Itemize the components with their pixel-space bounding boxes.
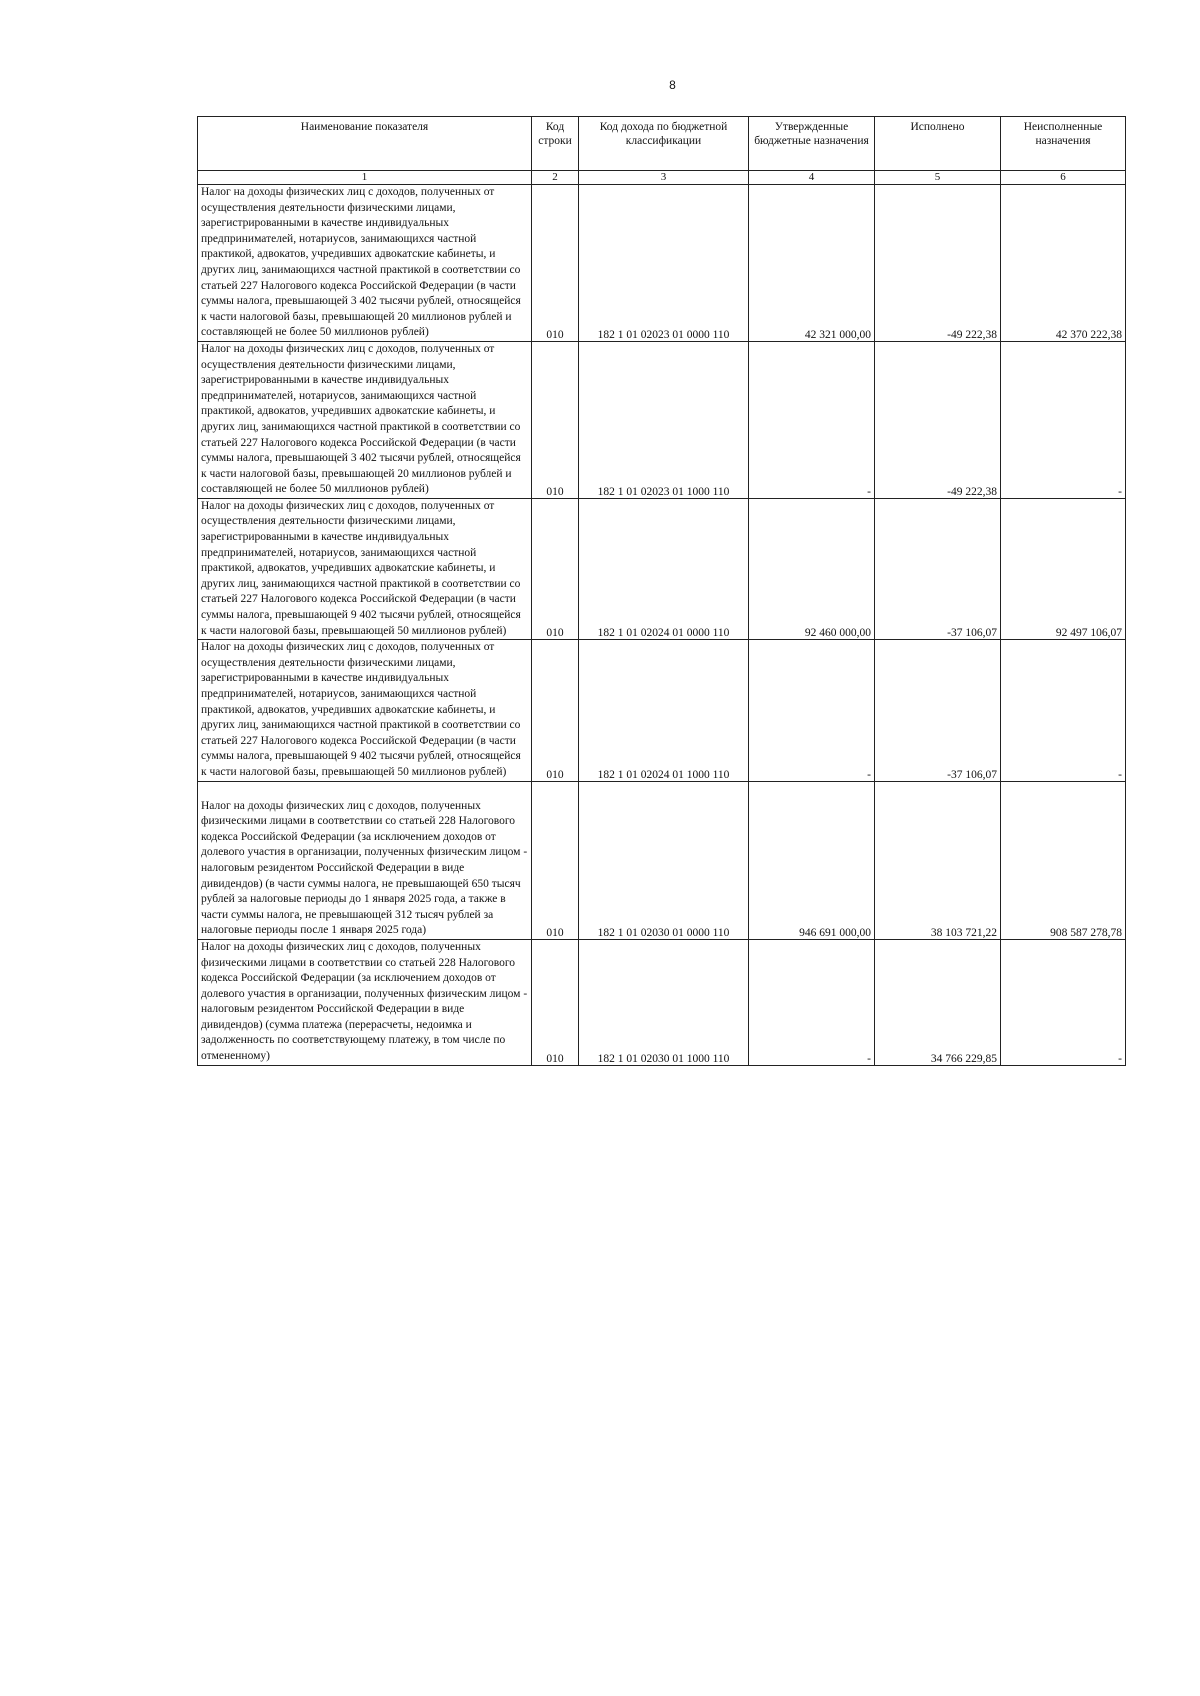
row-classification-code: 182 1 01 02023 01 1000 110 (579, 341, 749, 498)
column-number: 5 (875, 171, 1001, 185)
budget-execution-table (197, 116, 1126, 1066)
row-executed: 38 103 721,22 (875, 781, 1001, 939)
column-number: 3 (579, 171, 749, 185)
page-number: 8 (669, 78, 676, 92)
row-name: Налог на доходы физических лиц с доходов, полученных физическими лицами в соответствии со статьей 228 Налогового кодекса Российской Федерации (за исключением доходов от долевого участия в организации, полученных физическим лицом - налоговым резидентом Российской Федерации в виде дивидендов) (в части суммы налога, не превышающей 650 тысяч рублей за налоговые периоды до 1 января 2025 года, а также в части суммы налога, не превышающей 312 тысяч рублей за налоговые периоды после 1 января 2025 года) (198, 781, 532, 939)
row-name: Налог на доходы физических лиц с доходов, полученных от осуществления деятельности физическими лицами, зарегистрированными в качестве индивидуальных предпринимателей, нотариусов, занимающихся частной практикой, адвокатов, учредивших адвокатские кабинеты, и других лиц, занимающихся частной практикой в соответствии со статьей 227 Налогового кодекса Российской Федерации (в части суммы налога, превышающей 9 402 тысячи рублей, относящейся к части налоговой базы, превышающей 50 миллионов рублей) (198, 640, 532, 781)
row-line-code: 010 (532, 498, 579, 639)
header-line-code: Код строки (532, 117, 579, 171)
column-number: 6 (1001, 171, 1126, 185)
row-approved: - (749, 341, 875, 498)
table-header-row (198, 117, 1126, 171)
row-line-code: 010 (532, 185, 579, 342)
row-name: Налог на доходы физических лиц с доходов, полученных от осуществления деятельности физическими лицами, зарегистрированными в качестве индивидуальных предпринимателей, нотариусов, занимающихся частной практикой, адвокатов, учредивших адвокатские кабинеты, и других лиц, занимающихся частной практикой в соответствии со статьей 227 Налогового кодекса Российской Федерации (в части суммы налога, превышающей 9 402 тысячи рублей, относящейся к части налоговой базы, превышающей 50 миллионов рублей) (198, 498, 532, 639)
row-classification-code: 182 1 01 02024 01 1000 110 (579, 640, 749, 781)
row-name: Налог на доходы физических лиц с доходов, полученных от осуществления деятельности физическими лицами, зарегистрированными в качестве индивидуальных предпринимателей, нотариусов, занимающихся частной практикой, адвокатов, учредивших адвокатские кабинеты, и других лиц, занимающихся частной практикой в соответствии со статьей 227 Налогового кодекса Российской Федерации (в части суммы налога, превышающей 3 402 тысячи рублей, относящейся к части налоговой базы, превышающей 20 миллионов рублей и составляющей не более 50 миллионов рублей) (198, 185, 532, 342)
table-row (198, 185, 1126, 342)
row-classification-code: 182 1 01 02023 01 0000 110 (579, 185, 749, 342)
header-unexecuted: Неисполненные назначения (1001, 117, 1126, 171)
row-unexecuted: - (1001, 341, 1126, 498)
row-executed: 34 766 229,85 (875, 939, 1001, 1065)
table-row (198, 640, 1126, 781)
column-number: 1 (198, 171, 532, 185)
row-classification-code: 182 1 01 02024 01 0000 110 (579, 498, 749, 639)
row-unexecuted: - (1001, 640, 1126, 781)
row-unexecuted: 42 370 222,38 (1001, 185, 1126, 342)
table-row (198, 781, 1126, 939)
row-unexecuted: 908 587 278,78 (1001, 781, 1126, 939)
row-approved: 42 321 000,00 (749, 185, 875, 342)
row-unexecuted: - (1001, 939, 1126, 1065)
row-classification-code: 182 1 01 02030 01 0000 110 (579, 781, 749, 939)
row-approved: 92 460 000,00 (749, 498, 875, 639)
row-line-code: 010 (532, 640, 579, 781)
row-unexecuted: 92 497 106,07 (1001, 498, 1126, 639)
header-budget-classification-code: Код дохода по бюджетной классификации (579, 117, 749, 171)
row-line-code: 010 (532, 341, 579, 498)
row-executed: -37 106,07 (875, 640, 1001, 781)
row-name: Налог на доходы физических лиц с доходов, полученных физическими лицами в соответствии со статьей 228 Налогового кодекса Российской Федерации (за исключением доходов от долевого участия в организации, полученных физическим лицом - налоговым резидентом Российской Федерации в виде дивидендов) (сумма платежа (перерасчеты, недоимка и задолженность по соответствующему платежу, в том числе по отмененному) (198, 939, 532, 1065)
row-approved: - (749, 939, 875, 1065)
table-row (198, 939, 1126, 1065)
header-executed: Исполнено (875, 117, 1001, 171)
row-executed: -37 106,07 (875, 498, 1001, 639)
row-approved: 946 691 000,00 (749, 781, 875, 939)
header-indicator-name: Наименование показателя (198, 117, 532, 171)
column-number-row (198, 171, 1126, 185)
column-number: 2 (532, 171, 579, 185)
row-executed: -49 222,38 (875, 185, 1001, 342)
row-line-code: 010 (532, 781, 579, 939)
row-approved: - (749, 640, 875, 781)
row-name: Налог на доходы физических лиц с доходов, полученных от осуществления деятельности физическими лицами, зарегистрированными в качестве индивидуальных предпринимателей, нотариусов, занимающихся частной практикой, адвокатов, учредивших адвокатские кабинеты, и других лиц, занимающихся частной практикой в соответствии со статьей 227 Налогового кодекса Российской Федерации (в части суммы налога, превышающей 3 402 тысячи рублей, относящейся к части налоговой базы, превышающей 20 миллионов рублей и составляющей не более 50 миллионов рублей) (198, 341, 532, 498)
table-row (198, 341, 1126, 498)
header-approved: Утвержденные бюджетные назначения (749, 117, 875, 171)
row-line-code: 010 (532, 939, 579, 1065)
column-number: 4 (749, 171, 875, 185)
row-executed: -49 222,38 (875, 341, 1001, 498)
table-row (198, 498, 1126, 639)
row-classification-code: 182 1 01 02030 01 1000 110 (579, 939, 749, 1065)
